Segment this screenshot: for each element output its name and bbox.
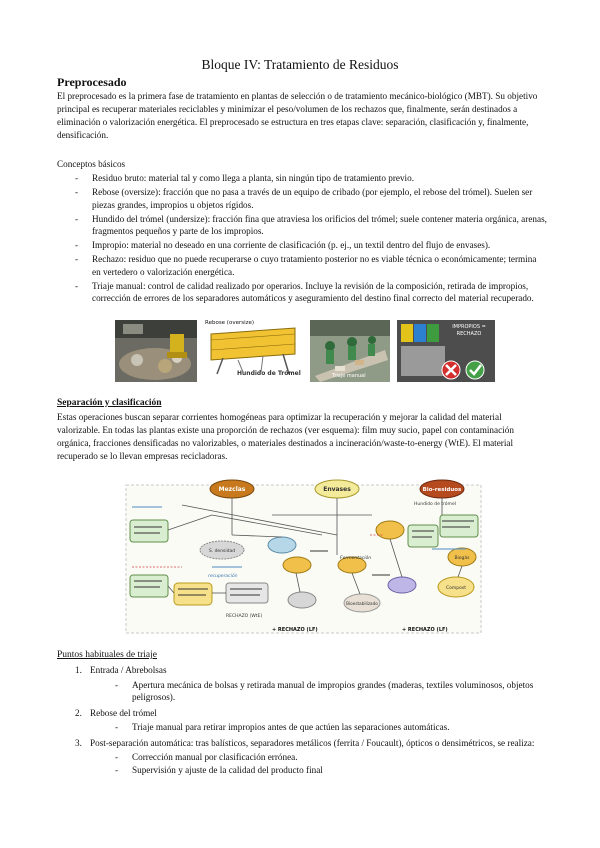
trommel-top-label: Rebose (oversize)	[205, 320, 255, 326]
trommel-image	[203, 320, 303, 382]
node-hundido: Hundido de trómel	[414, 502, 456, 507]
node-compost: Compost	[446, 586, 466, 591]
sublist-item: - Triaje manual para retirar impropios antes de que actúen las separaciones automáticas.	[90, 721, 547, 734]
trommel-bottom-label: Hundido de Trómel	[237, 370, 301, 377]
concepts-list	[57, 172, 547, 306]
page-title: Bloque IV: Tratamiento de Residuos	[201, 57, 399, 72]
list-number: 2.	[75, 707, 82, 718]
label-rechazo-lf-1: + RECHAZO (LF)	[272, 627, 318, 633]
concepts-label: Conceptos básicos	[57, 159, 126, 169]
list-item: - Triaje manual: control de calidad realizado por operarios. Incluye la revisión de la composición, retirada de impropios, corrección de errores de los separadores automáticos y aseguramiento del destino final correcto del material recuperado.	[57, 280, 547, 305]
plant-photo	[115, 320, 197, 382]
list-item: - Rechazo: residuo que no puede recuperarse o cuyo tratamiento posterior no es viable técnica o económicamente; termina en vertedero o valorización energética.	[57, 253, 547, 278]
node-biorresiduos: Bio-residuos	[422, 487, 462, 493]
list-item-label: Entrada / Abrebolsas	[90, 665, 167, 675]
list-item: - Residuo bruto: material tal y como llega a planta, sin ningún tipo de tratamiento previo.	[57, 172, 547, 185]
triaje-list	[57, 664, 547, 779]
sublist-item: - Apertura mecánica de bolsas y retirada manual de impropios grandes (maderas, textiles voluminosos, objetos peligrosos).	[90, 679, 547, 704]
separacion-paragraph: Estas operaciones buscan separar corrientes homogéneas para optimizar la recuperación y mejorar la calidad del material valorizable. En todas las plantas existe una proporción de rechazos (ver esquema): film muy sucio, papel con contaminación orgánica, fracciones densificadas no valorizables, o materiales destinados a incineración/waste-to-energy (WtE). El material recuperado se lo llevan empresas recicladoras.	[57, 412, 514, 461]
list-item: - Impropio: material no deseado en una corriente de clasificación (p. ej., un textil dentro del flujo de envases).	[57, 239, 547, 252]
impropios-image	[397, 320, 495, 382]
label-recuperacion: recuperación	[208, 574, 238, 579]
node-envases: Envases	[323, 486, 351, 493]
label-rechazo-wte: RECHAZO (WtE)	[226, 614, 263, 619]
section-heading-separacion: Separación y clasificación	[57, 398, 162, 408]
node-biogas: Biogás	[454, 556, 470, 561]
node-s-densidad: S. densidad	[208, 549, 236, 554]
sorting-caption: Triaje manual	[332, 373, 366, 379]
sublist-item: - Corrección manual por clasificación errónea.	[90, 751, 547, 764]
preprocesado-paragraph: El preprocesado es la primera fase de tratamiento en plantas de selección o de tratamiento mecánico-biológico (MBT). Su objetivo principal es recuperar materiales reciclables y minimizar el peso/volumen de los rechazos que, finalmente, serán destinados a eliminación o valorización energética. El preprocesado se estructura en tres etapas clave: separación, clasificación y, finalmente, densificación.	[57, 91, 538, 140]
sorting-photo	[310, 320, 390, 382]
sublist-item: - Supervisión y ajuste de la calidad del producto final	[90, 764, 547, 777]
list-item: - Rebose (oversize): fracción que no pasa a través de un equipo de cribado (por ejemplo, el rebose del trómel). Suelen ser piezas grandes, impropios u objetos rígidos.	[57, 186, 547, 211]
list-item-label: Post-separación automática: tras balísticos, separadores metálicos (ferrita / Foucault), ópticos o densimétricos, se realiza:	[90, 737, 535, 748]
section-heading-preprocesado: Preprocesado	[57, 75, 127, 89]
list-item	[57, 737, 547, 777]
label-fermentacion: Fermentación	[340, 556, 372, 561]
list-item: - Hundido del trómel (undersize): fracción fina que atraviesa los orificios del trómel; suele contener materia orgánica, arenas, fragmentos pequeños y parte de los impropios.	[57, 213, 547, 238]
impropios-label: IMPROPIOS = RECHAZO	[452, 324, 486, 337]
node-mezclas: Mezclas	[218, 486, 246, 493]
node-bioestabilizado: Bioestabilizado	[346, 601, 378, 606]
process-diagram	[122, 475, 487, 637]
label-rechazo-lf-2: + RECHAZO (LF)	[402, 627, 448, 633]
image-strip	[115, 320, 495, 382]
list-item	[57, 707, 547, 734]
list-item	[57, 664, 547, 704]
list-number: 3.	[75, 737, 82, 748]
list-item-label: Rebose del trómel	[90, 707, 157, 718]
list-number: 1.	[75, 665, 82, 675]
section-heading-triaje: Puntos habituales de triaje	[57, 650, 157, 660]
